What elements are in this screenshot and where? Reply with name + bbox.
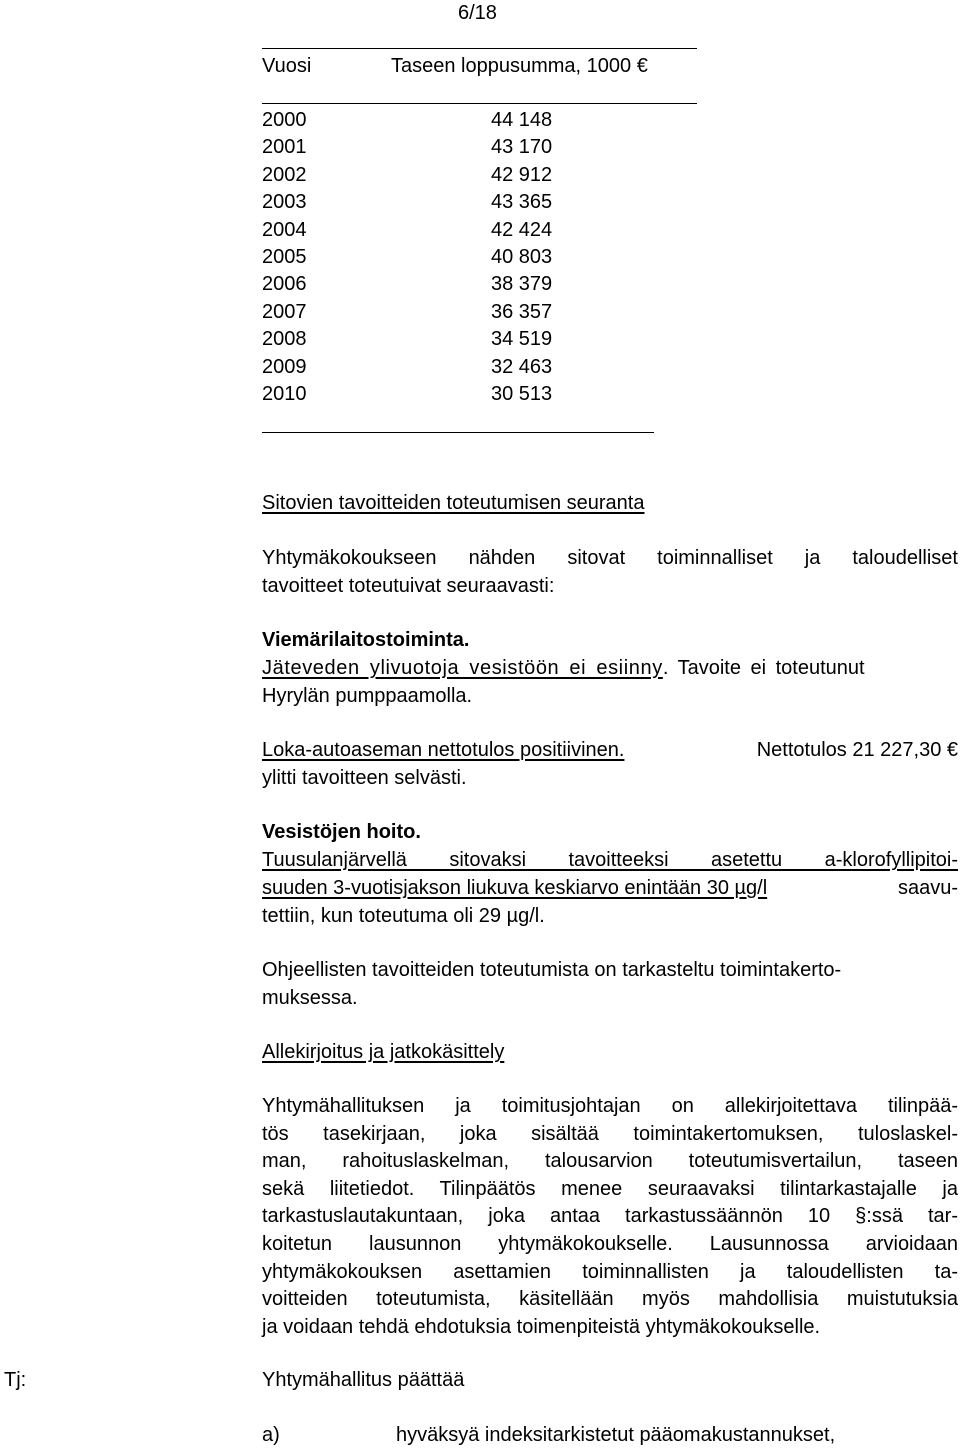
loka-result: Nettotulos 21 227,30 € — [756, 739, 958, 761]
table-cell-year: 2004 — [262, 218, 307, 241]
viemari-line-2: Hyrylän pumppaamolla. — [262, 685, 473, 707]
tj-label: Tj: — [4, 1369, 27, 1391]
table-cell-year: 2007 — [262, 300, 307, 323]
vesisto-goal: suuden 3-vuotisjakson liukuva keskiarvo enintään 30 µg/l — [262, 877, 768, 899]
table-cell-year: 2001 — [262, 136, 307, 159]
table-row — [262, 326, 582, 353]
table-cell-value: 32 463 — [491, 355, 553, 378]
table-cell-value: 43 170 — [491, 136, 553, 159]
intro-line-2: tavoitteet toteutuivat seuraavasti: — [262, 575, 555, 597]
table-row — [262, 244, 582, 271]
item-a-letter: a) — [262, 1424, 280, 1446]
viemari-goal-status: . Tavoite ei toteutunut — [662, 657, 865, 679]
table-cell-year: 2008 — [262, 328, 307, 351]
table-cell-year: 2002 — [262, 163, 307, 186]
vesisto-line-3: tettiin, kun toteutuma oli 29 µg/l. — [262, 905, 545, 927]
table-cell-value: 34 519 — [491, 328, 553, 351]
table-cell-value: 36 357 — [491, 300, 553, 323]
table-header-value: Taseen loppusumma, 1000 € — [391, 55, 648, 77]
table-cell-value: 42 912 — [491, 163, 553, 186]
table-header-rule — [262, 103, 697, 104]
paragraph-line: sekä liitetiedot. Tilinpäätös menee seuraavaksi tilintarkastajalle ja — [262, 1177, 958, 1200]
section-heading-allekirjoitus: Allekirjoitus ja jatkokäsittely — [262, 1041, 505, 1063]
table-row — [262, 299, 582, 326]
table-row — [262, 189, 582, 216]
page-number: 6/18 — [458, 2, 497, 24]
paragraph-line: yhtymäkokouksen asettamien toiminnallisten ja taloudellisten ta- — [262, 1260, 958, 1283]
paragraph-line: ja voidaan tehdä ehdotuksia toimenpiteistä yhtymäkokoukselle. — [262, 1315, 821, 1338]
vesisto-line-2 — [262, 875, 958, 902]
vesisto-line-2-rest: saavu- — [897, 877, 958, 899]
loka-goal: Loka-autoaseman nettotulos positiivinen. — [262, 739, 625, 761]
ohjeelliset-line-1: Ohjeellisten tavoitteiden toteutumista on tarkasteltu toimintakerto- — [262, 959, 842, 981]
table-row — [262, 381, 582, 408]
table-cell-value: 38 379 — [491, 273, 553, 296]
table-row — [262, 162, 582, 189]
table-row — [262, 107, 582, 134]
item-a-text: hyväksyä indeksitarkistetut pääomakustannukset, — [396, 1424, 836, 1446]
paragraph-line: tös tasekirjaan, joka sisältää toimintakertomuksen, tuloslaskel- — [262, 1122, 958, 1145]
table-cell-year: 2005 — [262, 246, 307, 268]
table-cell-value: 44 148 — [491, 109, 553, 131]
ohjeelliset-line-2: muksessa. — [262, 987, 358, 1009]
tj-text: Yhtymähallitus päättää — [262, 1369, 465, 1391]
table-cell-year: 2010 — [262, 383, 307, 405]
table-top-rule — [262, 48, 697, 49]
table-cell-value: 42 424 — [491, 218, 553, 241]
paragraph-line: Yhtymähallituksen ja toimitusjohtajan on allekirjoitettava tilinpää- — [262, 1095, 958, 1117]
table-cell-year: 2009 — [262, 355, 307, 378]
section-heading-seuranta: Sitovien tavoitteiden toteutumisen seuranta — [262, 492, 645, 514]
intro-line-1: Yhtymäkokoukseen nähden sitovat toiminnalliset ja taloudelliset — [262, 547, 958, 569]
table-cell-year: 2000 — [262, 109, 307, 131]
table-row — [262, 354, 582, 381]
viemari-goal-line — [262, 655, 958, 682]
table-header-year: Vuosi — [262, 55, 312, 77]
paragraph-line: man, rahoituslaskelman, talousarvion toteutumisvertailun, taseen — [262, 1150, 958, 1173]
paragraph-line: voitteiden toteutumista, käsitellään myös mahdollisia muistutuksia — [262, 1288, 958, 1311]
table-cell-value: 40 803 — [491, 246, 553, 268]
vesisto-title: Vesistöjen hoito. — [262, 821, 421, 843]
table-row — [262, 134, 582, 161]
table-row — [262, 217, 582, 244]
table-cell-value: 30 513 — [491, 383, 553, 405]
paragraph-line: koitetun lausunnon yhtymäkokoukselle. Lausunnossa arvioidaan — [262, 1233, 958, 1255]
table-cell-value: 43 365 — [491, 191, 553, 214]
loka-line — [262, 737, 958, 764]
viemari-title: Viemärilaitostoiminta. — [262, 629, 470, 651]
table-cell-year: 2003 — [262, 191, 307, 214]
table-bottom-rule — [262, 432, 654, 433]
viemari-goal: Jäteveden ylivuotoja vesistöön ei esiinny — [262, 657, 663, 679]
paragraph-line: tarkastuslautakuntaan, joka antaa tarkastussäännön 10 §:ssä tar- — [262, 1205, 958, 1228]
table-row — [262, 271, 582, 298]
loka-line-2: ylitti tavoitteen selvästi. — [262, 767, 467, 789]
vesisto-line-1: Tuusulanjärvellä sitovaksi tavoitteeksi asetettu a-klorofyllipitoi- — [262, 849, 958, 871]
table-cell-year: 2006 — [262, 273, 307, 296]
